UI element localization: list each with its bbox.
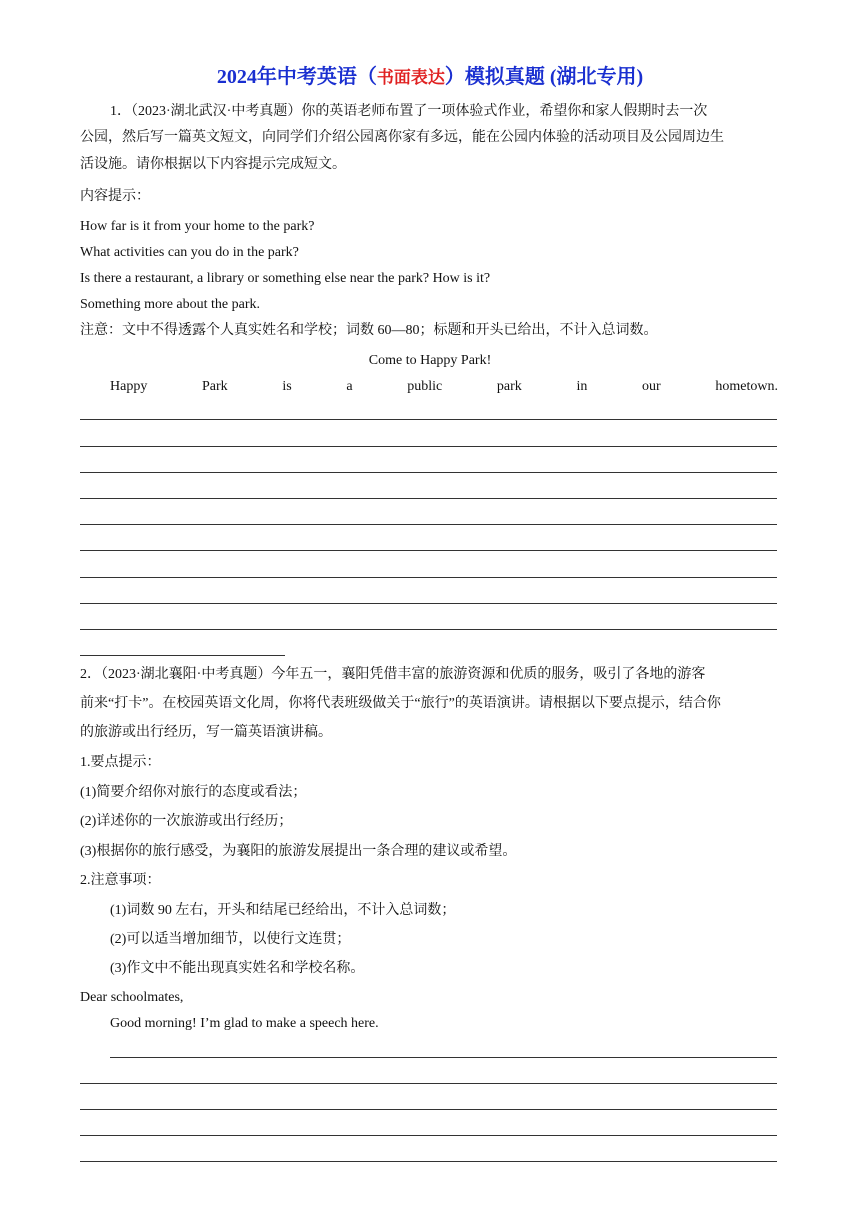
- opening-word: Park: [202, 379, 228, 394]
- q2-answer-line[interactable]: [80, 1083, 777, 1084]
- q2-opening: Good morning! I’m glad to make a speech here.: [110, 1016, 379, 1031]
- q1-hint-2: What activities can you do in the park?: [80, 245, 299, 260]
- title-part2: ）模拟真题 (湖北专用): [444, 66, 644, 88]
- q2-salutation: Dear schoolmates,: [80, 990, 184, 1005]
- q1-answer-line[interactable]: [80, 629, 777, 630]
- q2-note-1: (1)词数 90 左右，开头和结尾已经给出，不计入总词数；: [110, 903, 456, 918]
- q1-answer-line[interactable]: [80, 577, 777, 578]
- q2-point-2: (2)详述你的一次旅游或出行经历；: [80, 814, 293, 829]
- q2-points-label: 1.要点提示：: [80, 755, 161, 770]
- q1-answer-line[interactable]: [80, 524, 777, 525]
- q2-point-1: (1)简要介绍你对旅行的态度或看法；: [80, 785, 307, 800]
- q1-answer-line-short[interactable]: [80, 655, 285, 656]
- q1-hint-label: 内容提示：: [80, 189, 150, 204]
- q1-hint-3: Is there a restaurant, a library or something else near the park? How is it?: [80, 271, 491, 286]
- q2-intro-line-2: 前来“打卡”。在校园英语文化周，你将代表班级做关于“旅行”的英语演讲。请根据以下要点提示，结合你: [80, 696, 721, 711]
- q1-opening-sentence: [110, 377, 778, 397]
- opening-word: in: [576, 379, 588, 394]
- opening-word: park: [496, 379, 522, 394]
- opening-word: hometown.: [715, 379, 778, 394]
- q2-answer-line[interactable]: [80, 1161, 777, 1162]
- opening-word: our: [642, 379, 661, 394]
- q2-answer-line[interactable]: [80, 1135, 777, 1136]
- q2-answer-line[interactable]: [80, 1109, 777, 1110]
- q1-answer-line[interactable]: [80, 472, 777, 473]
- q2-intro-line-1: 2．（2023·湖北襄阳·中考真题）今年五一，襄阳凭借丰富的旅游资源和优质的服务，吸引了各地的游客: [80, 667, 706, 682]
- q1-answer-line[interactable]: [80, 550, 777, 551]
- opening-word: Happy: [110, 379, 148, 394]
- q2-note-3: (3)作文中不能出现真实姓名和学校名称。: [110, 961, 365, 976]
- q2-notes-label: 2.注意事项：: [80, 873, 161, 888]
- q1-hint-1: How far is it from your home to the park?: [80, 219, 315, 234]
- q1-answer-line[interactable]: [80, 419, 777, 420]
- title-highlight: 书面表达: [376, 68, 445, 87]
- q1-essay-title: Come to Happy Park!: [368, 353, 492, 368]
- q1-answer-line[interactable]: [80, 498, 777, 499]
- q1-intro-line-1: 1．（2023·湖北武汉·中考真题）你的英语老师布置了一项体验式作业，希望你和家人假期时去一次: [110, 104, 708, 119]
- title-part1: 2024年中考英语（: [216, 66, 377, 88]
- q1-note: 注意：文中不得透露个人真实姓名和学校；词数 60—80；标题和开头已给出，不计入总词数。: [80, 323, 658, 338]
- opening-word: a: [346, 379, 353, 394]
- q1-answer-line[interactable]: [80, 603, 777, 604]
- q2-intro-line-3: 的旅游或出行经历，写一篇英语演讲稿。: [80, 725, 332, 740]
- opening-word: public: [407, 379, 443, 394]
- q2-note-2: (2)可以适当增加细节，以使行文连贯；: [110, 932, 351, 947]
- q2-point-3: (3)根据你的旅行感受，为襄阳的旅游发展提出一条合理的建议或希望。: [80, 844, 517, 859]
- page-title: [0, 60, 860, 89]
- q1-intro-line-3: 活设施。请你根据以下内容提示完成短文。: [80, 157, 346, 172]
- q1-intro-line-2: 公园，然后写一篇英文短文，向同学们介绍公园离你家有多远，能在公园内体验的活动项目及公园周边生: [80, 130, 724, 145]
- q1-hint-4: Something more about the park.: [80, 297, 261, 312]
- q1-answer-line[interactable]: [80, 446, 777, 447]
- q2-answer-line[interactable]: [110, 1057, 777, 1058]
- opening-word: is: [282, 379, 292, 394]
